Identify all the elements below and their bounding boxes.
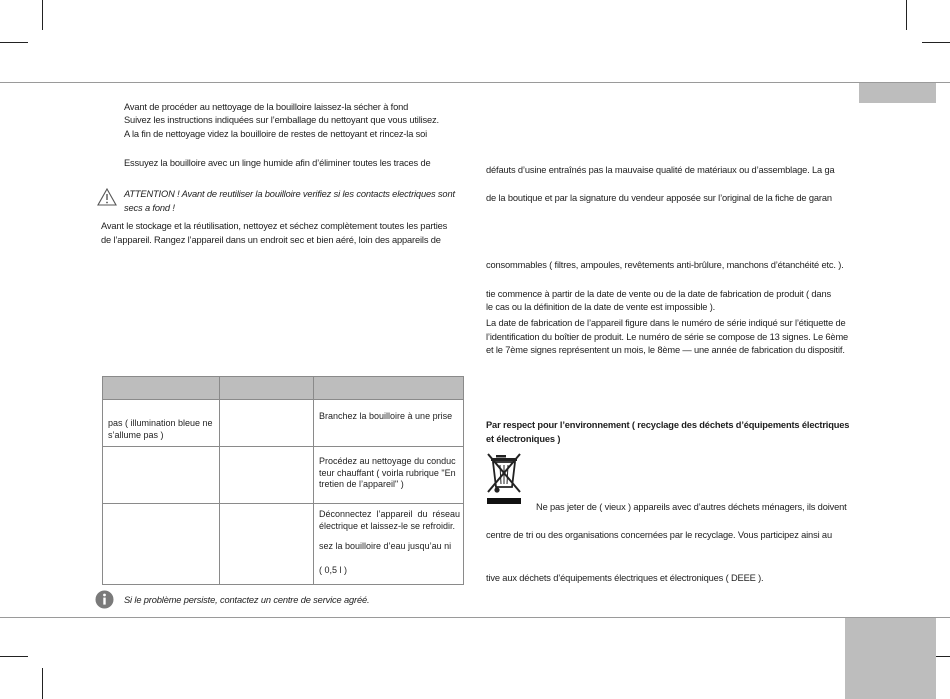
- cause-cell: [220, 504, 314, 584]
- cleaning-line-1: Avant de procéder au nettoyage de la bouilloire laissez-la sécher à fond: [124, 102, 409, 112]
- defects-line: défauts d’usine entraînés pas la mauvaise qualité de matériaux ou d’assemblage. La ga: [486, 165, 835, 175]
- storage-line-1: Avant le stockage et la réutilisation, nettoyez et séchez complètement toutes les parties: [101, 221, 448, 231]
- cause-cell: [220, 400, 314, 446]
- service-note: Si le problème persiste, contactez un centre de service agréé.: [124, 595, 370, 605]
- warranty-start-line-1: tie commence à partir de la date de vente ou de la date de fabrication de produit ( dans: [486, 289, 831, 299]
- attention-line-1: ATTENTION ! Avant de reutiliser la bouilloire verifiez si les contacts electriques sont: [124, 189, 455, 199]
- problem-text: pas ( illumination bleue ne s’allume pas ): [108, 418, 213, 440]
- solution-text: Procédez au nettoyage du conduc teur chauffant ( voirla rubrique "En tretien de l’appareil" ): [319, 456, 456, 489]
- consumables-line: consommables ( filtres, ampoules, revêtements anti-brûlure, manchons d’étanchéité etc. ).: [486, 260, 844, 270]
- dispose-line: Ne pas jeter de ( vieux ) appareils avec d’autres déchets ménagers, ils doivent: [536, 502, 847, 512]
- cleaning-line-2: Suivez les instructions indiquées sur l’emballage du nettoyant que vous utilisez.: [124, 115, 439, 125]
- solution-text: Branchez la bouilloire à une prise: [319, 411, 453, 421]
- warranty-start-line-2: le cas ou la définition de la date de vente est impossible ).: [486, 302, 716, 312]
- problem-cell: [103, 504, 220, 584]
- info-icon: [95, 590, 114, 609]
- troubleshooting-table: [102, 376, 464, 585]
- environment-title-line-1: Par respect pour l’environnement ( recyclage des déchets d’équipements électriques: [486, 420, 850, 430]
- crop-mark: [42, 668, 43, 699]
- crop-mark: [0, 656, 28, 657]
- cleaning-line-3: A la fin de nettoyage videz la bouilloire de restes de nettoyant et rincez-la soi: [124, 129, 428, 139]
- table-header-cell: [314, 377, 463, 399]
- recycle-line: centre de tri ou des organisations concernées par le recyclage. Vous participez ainsi au: [486, 530, 832, 540]
- problem-cell: [103, 447, 220, 503]
- wipe-line: Essuyez la bouilloire avec un linge humide afin d’éliminer toutes les traces de: [124, 158, 431, 168]
- bottom-rule: [0, 617, 950, 618]
- crossed-out-wheelie-bin-icon: [486, 452, 522, 506]
- section-tab: [859, 83, 936, 103]
- environment-title-line-2: et électroniques ): [486, 434, 561, 444]
- problem-cell: [103, 400, 220, 446]
- solution-text: ( 0,5 l ): [319, 564, 348, 575]
- table-row: [103, 400, 463, 447]
- table-row: [103, 447, 463, 504]
- manufacture-line-2: l’identification du boîtier de produit. Le numéro de série se compose de 13 signes. Le 6ème: [486, 332, 849, 342]
- table-header: [103, 377, 463, 400]
- warning-triangle-icon: [97, 188, 117, 206]
- crop-mark: [0, 42, 28, 43]
- cause-cell: [220, 447, 314, 503]
- crop-mark: [906, 0, 907, 30]
- crop-mark: [42, 0, 43, 30]
- solution-text: Déconnectez l’appareil du réseau électrique et laissez-le se refroidir.: [319, 509, 460, 531]
- storage-line-2: de l’appareil. Rangez l’appareil dans un endroit sec et bien aéré, loin des appareils de: [101, 235, 441, 245]
- top-rule: [0, 82, 950, 83]
- solution-cell: [314, 400, 463, 446]
- table-header-cell: [220, 377, 314, 399]
- crop-mark: [922, 42, 950, 43]
- solution-cell: [314, 504, 463, 584]
- solution-text: sez la bouilloire d’eau jusqu’au ni: [319, 541, 452, 551]
- page-number-tab: [845, 618, 936, 699]
- table-row: [103, 504, 463, 584]
- table-header-cell: [103, 377, 220, 399]
- manufacture-line-3: et le 7ème signes représentent un mois, le 8ème — une année de fabrication du dispositif.: [486, 345, 845, 355]
- deee-line: tive aux déchets d’équipements électriques et électroniques ( DEEE ).: [486, 573, 764, 583]
- solution-cell: [314, 447, 463, 503]
- shop-line: de la boutique et par la signature du vendeur apposée sur l’original de la fiche de garan: [486, 193, 832, 203]
- attention-line-2: secs a fond !: [124, 203, 175, 213]
- manufacture-line-1: La date de fabrication de l’appareil figure dans le numéro de série indiqué sur l’étiquette de: [486, 318, 846, 328]
